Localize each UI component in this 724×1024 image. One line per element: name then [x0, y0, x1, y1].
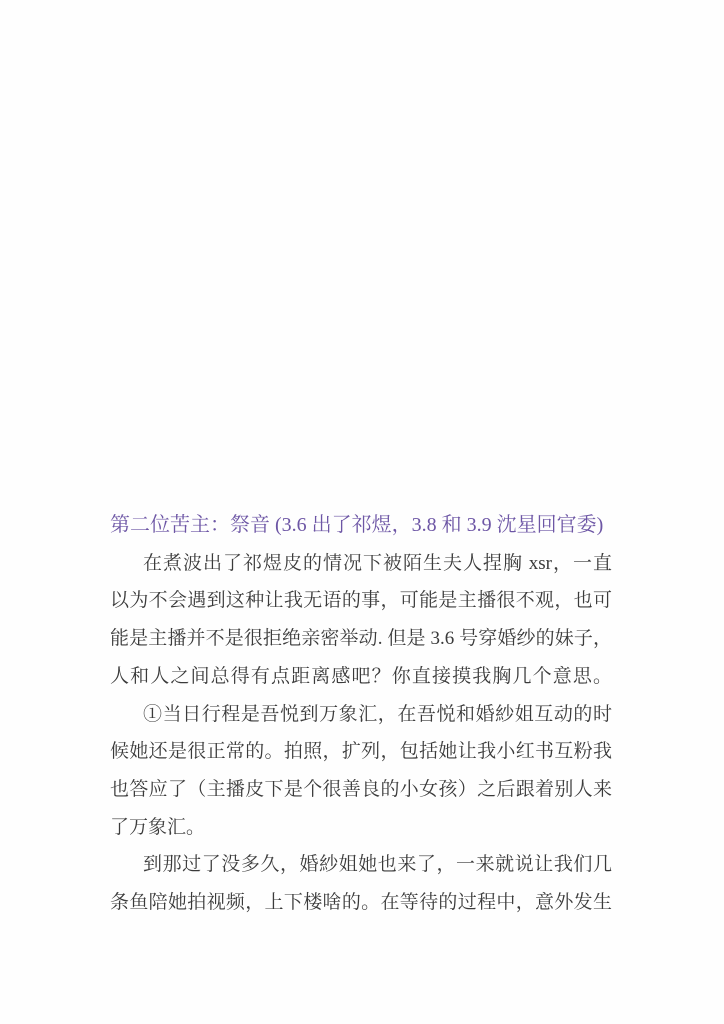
text-line: ①当日行程是吾悦到万象汇，在吾悦和婚紗姐互动的时 — [143, 703, 612, 725]
text-line: 在煮波出了祁煜皮的情况下被陌生夫人捏胸 xsr，一直 — [143, 552, 612, 574]
text-line: 能是主播并不是很拒绝亲密举动. 但是 3.6 号穿婚纱的妹子， — [110, 628, 612, 650]
text-line: 条鱼陪她拍视频，上下楼啥的。在等待的过程中，意外发生 — [110, 892, 612, 914]
section-heading: 第二位苦主：祭音 (3.6 出了祁煜，3.8 和 3.9 沈星回官委) — [110, 514, 604, 536]
text-line: 到那过了没多久，婚紗姐她也来了，一来就说让我们几 — [143, 854, 612, 876]
text-line: 人和人之间总得有点距离感吧？你直接摸我胸几个意思。 — [110, 665, 612, 687]
text-line: 以为不会遇到这种让我无语的事，可能是主播很不观，也可 — [110, 590, 612, 612]
text-line: 也答应了（主播皮下是个很善良的小女孩）之后跟着别人来 — [110, 778, 612, 800]
text-line: 了万象汇。 — [110, 816, 206, 838]
text-line: 候她还是很正常的。拍照，扩列，包括她让我小红书互粉我 — [110, 741, 612, 763]
text-block — [110, 507, 612, 922]
